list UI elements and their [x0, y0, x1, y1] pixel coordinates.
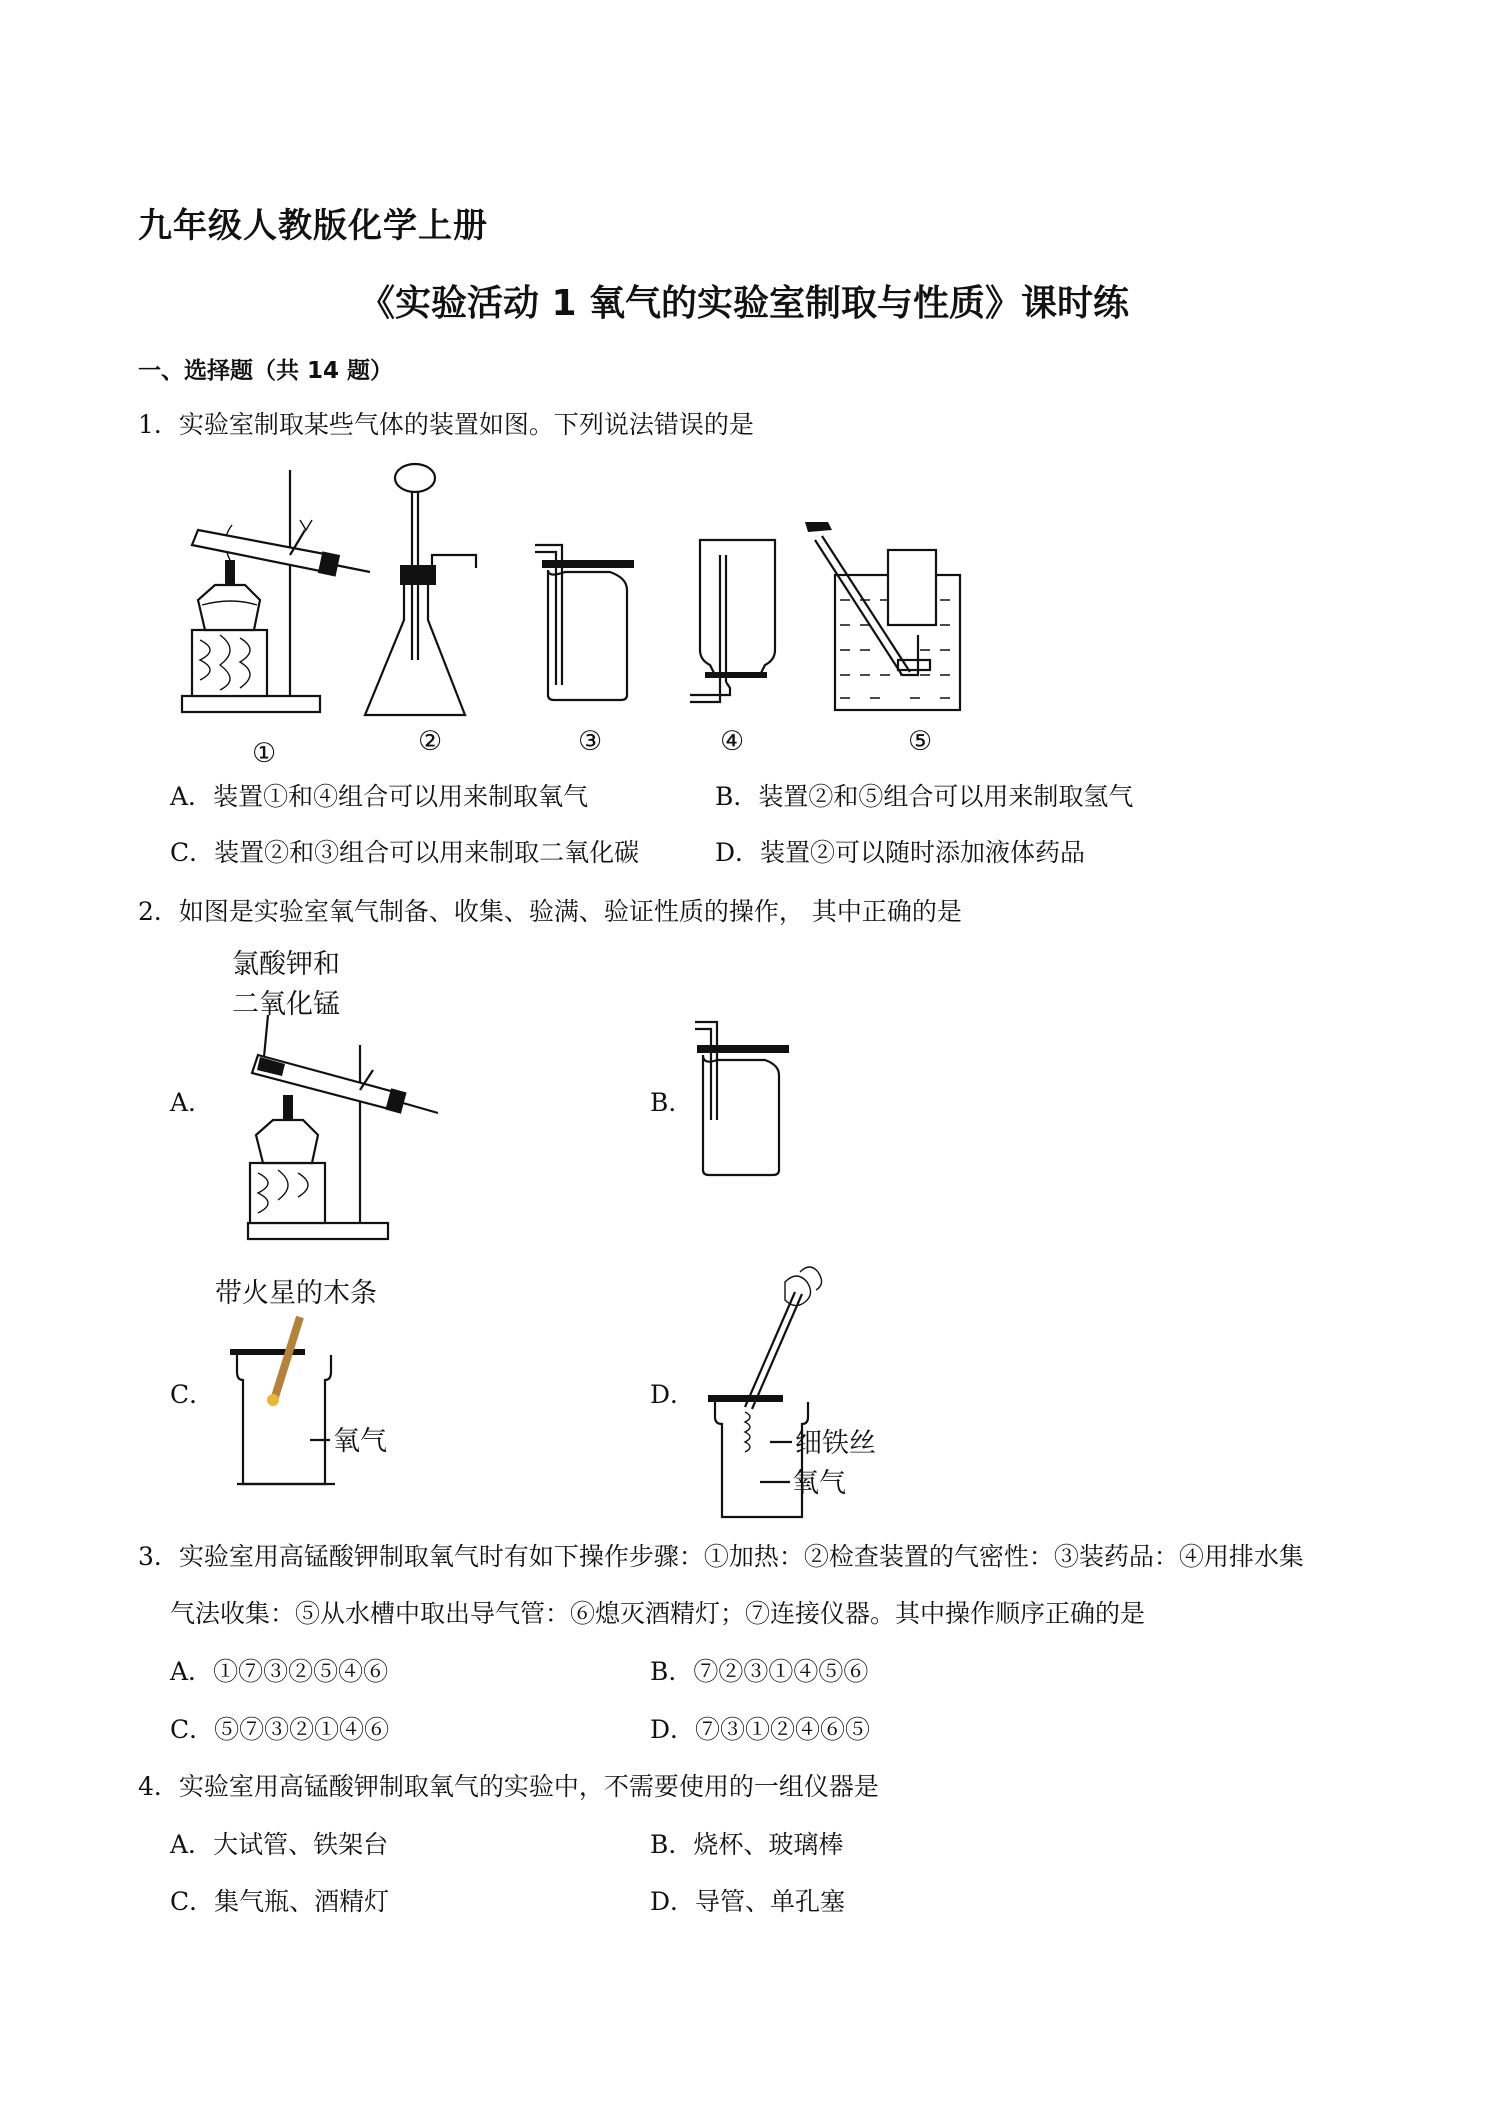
option-d[interactable]: [715, 836, 1085, 870]
annotation-iron-wire: 细铁丝: [795, 1428, 876, 1459]
option-text: 装置②和③组合可以用来制取二氧化碳: [214, 838, 640, 867]
option-d[interactable]: [650, 1713, 870, 1747]
annotation-reagents-line1: 氯酸钾和: [232, 949, 340, 980]
option-d[interactable]: [650, 1378, 695, 1412]
option-b[interactable]: [650, 1655, 868, 1689]
option-text: ⑤⑦③②①④⑥: [214, 1715, 390, 1744]
option-label: B．: [650, 1830, 694, 1859]
option-text: 烧杯、玻璃棒: [693, 1830, 844, 1859]
option-label: D．: [650, 1380, 696, 1409]
option-b[interactable]: [650, 1086, 693, 1120]
figure-label-4: ④: [720, 726, 745, 757]
option-d[interactable]: [650, 1885, 845, 1919]
figure-label-5: ⑤: [908, 726, 933, 757]
question-number: 2．: [138, 897, 179, 926]
question-text: 实验室用高锰酸钾制取氧气的实验中，不需要使用的一组仪器是: [178, 1772, 879, 1801]
option-label: D．: [650, 1887, 696, 1916]
option-text: 导管、单孔塞: [695, 1887, 846, 1916]
annotation-oxygen-d: 氧气: [792, 1468, 846, 1499]
option-text: 集气瓶、酒精灯: [214, 1887, 390, 1916]
option-c[interactable]: [170, 836, 639, 870]
option-label: C．: [170, 838, 215, 867]
annotation-glowing-splint: 带火星的木条: [215, 1278, 377, 1309]
option-text: 装置②可以随时添加液体药品: [760, 838, 1086, 867]
option-label: B．: [650, 1657, 694, 1686]
question-text-line1: 实验室用高锰酸钾制取氧气时有如下操作步骤：①加热：②检查装置的气密性：③装药品：④用排水集: [178, 1542, 1304, 1571]
option-label: B．: [715, 782, 759, 811]
figure-label-2: ②: [418, 726, 443, 757]
question-number: 3．: [138, 1542, 179, 1571]
option-a[interactable]: [170, 780, 588, 814]
annotation-reagents-line2: 二氧化锰: [232, 989, 340, 1020]
grade-title: 九年级人教版化学上册: [138, 206, 488, 246]
option-label: C．: [170, 1715, 215, 1744]
option-label: A．: [170, 782, 214, 811]
option-b[interactable]: [715, 780, 1133, 814]
option-b[interactable]: [650, 1828, 843, 1862]
figure-label-3: ③: [578, 726, 603, 757]
question-1: [138, 408, 754, 442]
option-c[interactable]: [170, 1713, 389, 1747]
apparatus-4-inverted-bottle: [690, 540, 775, 702]
figure-label-1: ①: [252, 738, 277, 769]
apparatus-5-water-trough: [805, 522, 960, 710]
option-c[interactable]: [170, 1885, 389, 1919]
question-2: [138, 895, 962, 929]
question-number: 1．: [138, 410, 179, 439]
option-label: A．: [170, 1657, 214, 1686]
question-3-continued: 气法收集：⑤从水槽中取出导气管：⑥熄灭酒精灯；⑦连接仪器。其中操作顺序正确的是: [170, 1599, 1146, 1628]
option-c[interactable]: [170, 1378, 214, 1412]
option-label: B．: [650, 1088, 694, 1117]
q2-option-d-figure: [700, 1262, 910, 1532]
q2-option-b-figure: [695, 1010, 795, 1180]
question-text: 实验室制取某些气体的装置如图。下列说法错误的是: [178, 410, 754, 439]
q1-apparatus-figure: [170, 460, 1030, 770]
option-label: A．: [170, 1830, 214, 1859]
page-title: 《实验活动 1 氧气的实验室制取与性质》课时练: [358, 283, 1130, 324]
q2-option-c-figure: [215, 1272, 405, 1512]
option-label: C．: [170, 1380, 215, 1409]
annotation-oxygen-c: 氧气: [333, 1426, 387, 1457]
apparatus-3-bottle: [535, 545, 634, 700]
option-label: A．: [170, 1088, 214, 1117]
q2-option-a-figure: [228, 945, 458, 1245]
option-text: ⑦②③①④⑤⑥: [693, 1657, 869, 1686]
option-label: D．: [650, 1715, 696, 1744]
apparatus-2-flask: [365, 464, 476, 715]
option-text: ①⑦③②⑤④⑥: [213, 1657, 389, 1686]
option-a[interactable]: [170, 1828, 388, 1862]
option-text: 大试管、铁架台: [213, 1830, 389, 1859]
option-label: C．: [170, 1887, 215, 1916]
option-label: D．: [715, 838, 761, 867]
question-text: 如图是实验室氧气制备、收集、验满、验证性质的操作， 其中正确的是: [178, 897, 962, 926]
question-3: [138, 1540, 1304, 1574]
section-heading: 一、选择题（共 14 题）: [138, 358, 394, 384]
option-text: 装置②和⑤组合可以用来制取氢气: [758, 782, 1134, 811]
option-text: 装置①和④组合可以用来制取氧气: [213, 782, 589, 811]
option-a[interactable]: [170, 1655, 388, 1689]
question-4: [138, 1770, 879, 1804]
option-text: ⑦③①②④⑥⑤: [695, 1715, 871, 1744]
apparatus-1-heating: [182, 470, 370, 712]
question-number: 4．: [138, 1772, 179, 1801]
option-a[interactable]: [170, 1086, 213, 1120]
